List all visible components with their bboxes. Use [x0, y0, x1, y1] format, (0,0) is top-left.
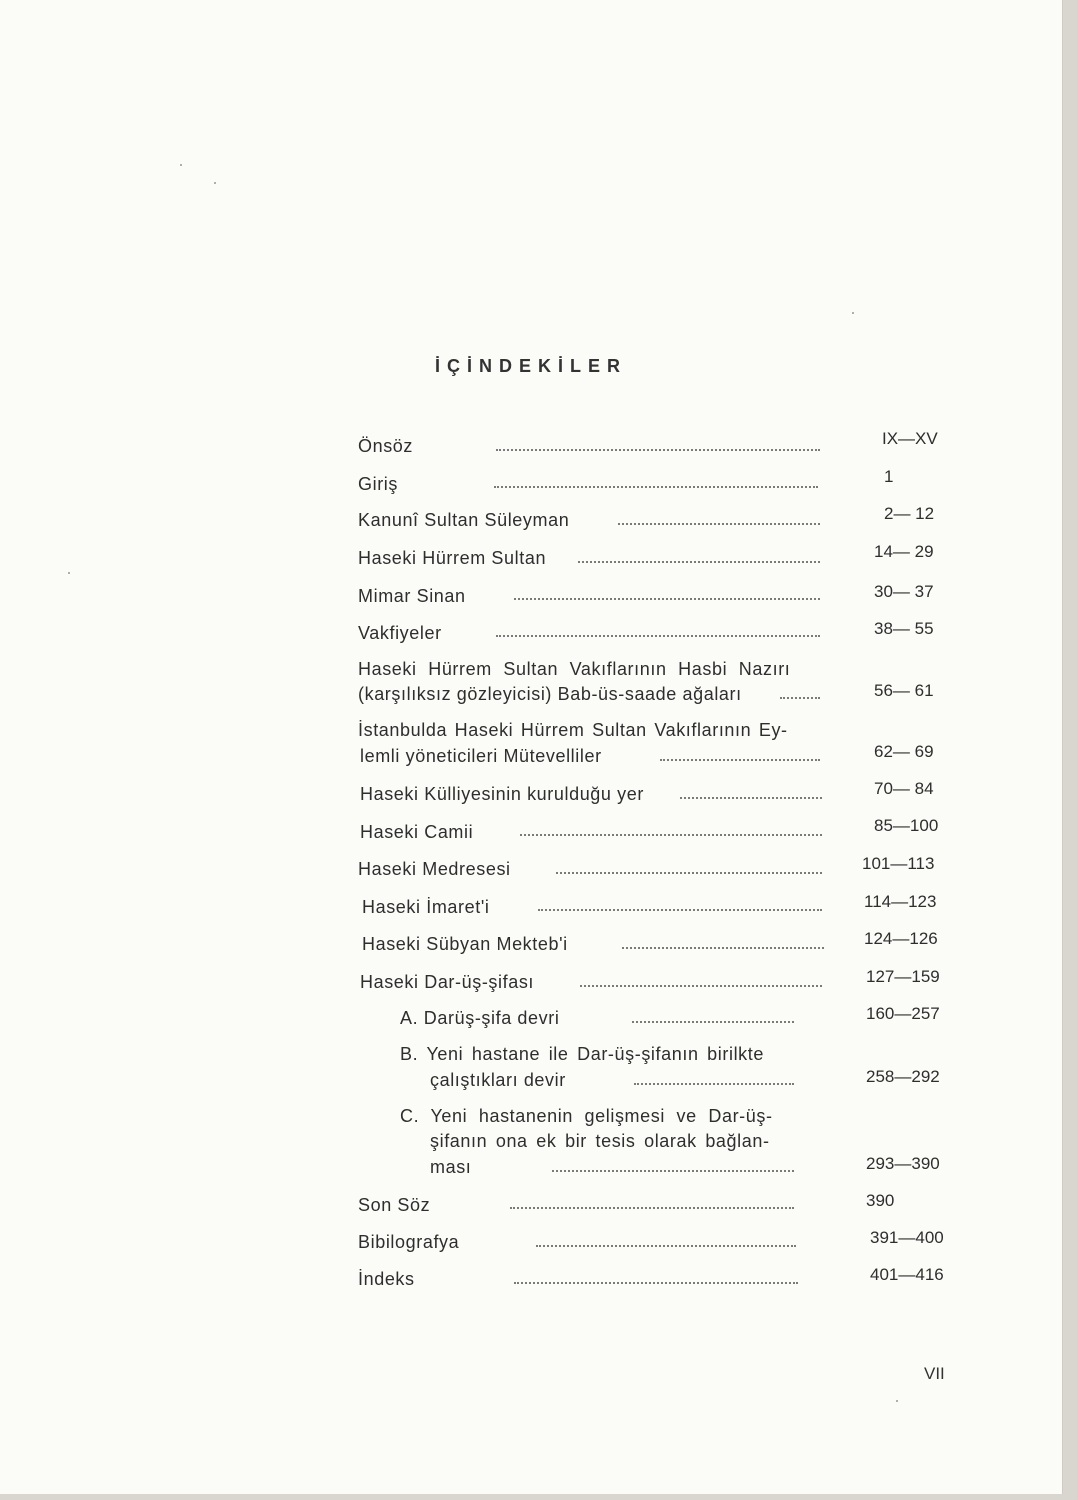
- page-range: 14— 29: [874, 542, 934, 561]
- dot-leader: [514, 1280, 798, 1284]
- entry-title: A. Darüş-şifa devri: [400, 1008, 560, 1028]
- paper-speck: [180, 164, 182, 166]
- dot-leader: [660, 757, 820, 761]
- entry-title-line-2: lemli yöneticileri Mütevelliler: [360, 746, 602, 766]
- entry-title: Haseki Camii: [360, 822, 474, 842]
- dot-leader: [536, 1243, 796, 1247]
- dot-leader: [634, 1081, 794, 1085]
- page-range: 390: [866, 1191, 895, 1210]
- dot-leader: [632, 1019, 794, 1023]
- dot-leader: [622, 945, 824, 949]
- page-range: 38— 55: [874, 619, 934, 638]
- dot-leader: [552, 1168, 794, 1172]
- page-range: 2— 12: [884, 504, 935, 523]
- dot-leader: [780, 695, 820, 699]
- entry-title: Son Söz: [358, 1195, 431, 1215]
- page-range: 114—123: [864, 892, 937, 911]
- dot-leader: [580, 983, 822, 987]
- paper-speck: [68, 572, 70, 574]
- entry-title: Haseki Külliyesinin kurulduğu yer: [360, 784, 644, 804]
- entry-title: Mimar Sinan: [358, 586, 466, 606]
- dot-leader: [510, 1205, 794, 1209]
- entry-title-line-3: ması: [430, 1157, 472, 1177]
- entry-title-line-2: (karşılıksız gözleyicisi) Bab-üs-saade ağaları: [358, 684, 742, 704]
- page-range: 401—416: [870, 1265, 944, 1284]
- page-range: IX—XV: [882, 429, 938, 448]
- page-range: 85—100: [874, 816, 939, 835]
- entry-title-line-1: Haseki Hürrem Sultan Vakıflarının Hasbi Nazırı: [358, 659, 791, 679]
- dot-leader: [538, 907, 822, 911]
- entry-title: İndeks: [358, 1269, 415, 1289]
- dot-leader: [680, 795, 822, 799]
- page-range: 30— 37: [874, 582, 934, 601]
- page-range: 293—390: [866, 1154, 940, 1173]
- entry-title-line-2: şifanın ona ek bir tesis olarak bağlan-: [430, 1131, 770, 1151]
- dot-leader: [514, 596, 820, 600]
- dot-leader: [494, 484, 818, 488]
- entry-title-line-1: C. Yeni hastanenin gelişmesi ve Dar-üş-: [400, 1106, 773, 1126]
- entry-title: Haseki Medresesi: [358, 859, 511, 879]
- entry-title: Haseki Hürrem Sultan: [358, 548, 547, 568]
- entry-title: Bibilografya: [358, 1232, 460, 1252]
- entry-title: Önsöz: [358, 436, 414, 456]
- page-range: 70— 84: [874, 779, 934, 798]
- entry-title: Haseki İmaret'i: [362, 897, 490, 917]
- entry-title: Haseki Dar-üş-şifası: [360, 972, 535, 992]
- contents-heading: İÇİNDEKİLER: [434, 356, 627, 376]
- dot-leader: [556, 870, 822, 874]
- paper-speck: [214, 182, 216, 184]
- entry-title-line-1: B. Yeni hastane ile Dar-üş-şifanın birilkte: [400, 1044, 764, 1064]
- dot-leader: [520, 832, 822, 836]
- entry-title: Vakfiyeler: [358, 623, 442, 643]
- dot-leader: [496, 633, 820, 637]
- paper-speck: [852, 312, 854, 314]
- entry-title: Kanunî Sultan Süleyman: [358, 510, 570, 530]
- page-range: 62— 69: [874, 742, 934, 761]
- page-range: 160—257: [866, 1004, 940, 1023]
- page-range: 56— 61: [874, 681, 934, 700]
- entry-title-line-1: İstanbulda Haseki Hürrem Sultan Vakıflarının Ey-: [358, 720, 788, 740]
- dot-leader: [496, 447, 820, 451]
- page-range: 258—292: [866, 1067, 940, 1086]
- entry-title: Giriş: [358, 474, 398, 494]
- dot-leader: [618, 521, 820, 525]
- page-range: 101—113: [862, 854, 935, 873]
- dot-leader: [578, 559, 820, 563]
- paper-speck: [896, 1400, 898, 1402]
- page-range: 124—126: [864, 929, 938, 948]
- page-number: VII: [924, 1364, 945, 1383]
- page-range: 391—400: [870, 1228, 944, 1247]
- page-range: 127—159: [866, 967, 940, 986]
- entry-title: Haseki Sübyan Mekteb'i: [362, 934, 568, 954]
- entry-title-line-2: çalıştıkları devir: [430, 1070, 566, 1090]
- page-range: 1: [884, 467, 894, 486]
